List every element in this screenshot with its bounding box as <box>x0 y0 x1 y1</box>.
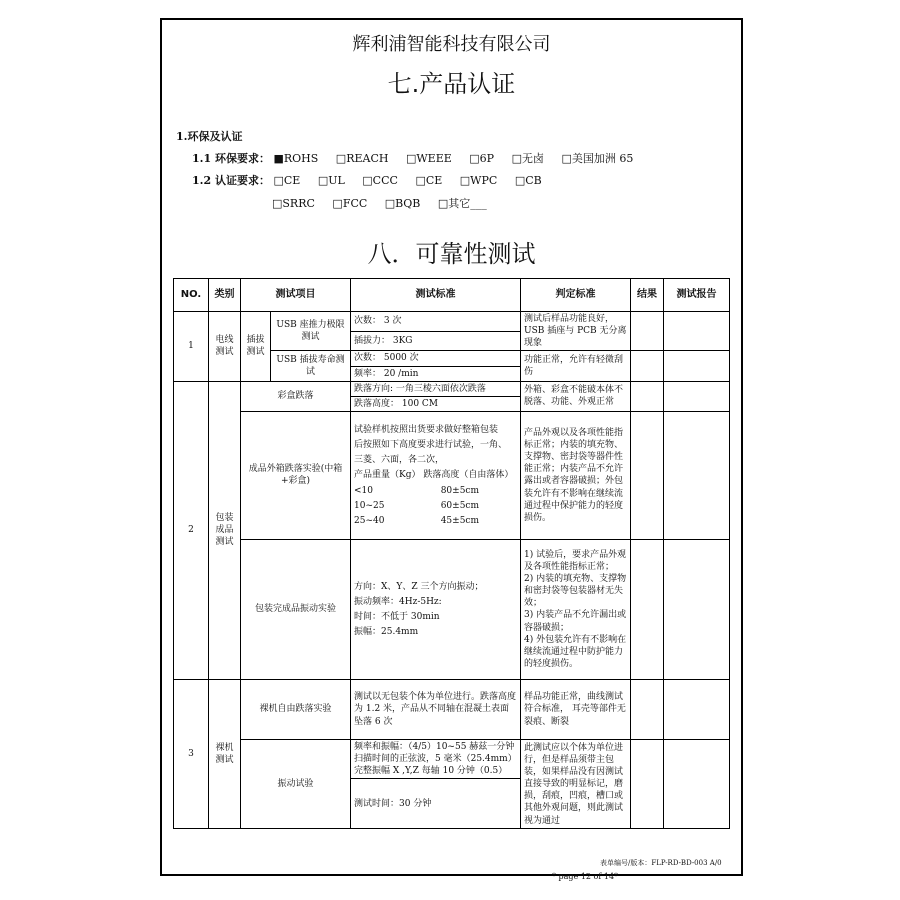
weight-range: 25~40 <box>354 515 385 526</box>
cell-subcategory: 插拔测试 <box>241 312 271 382</box>
env-option[interactable]: □美国加洲 65 <box>561 152 634 165</box>
cell-report[interactable] <box>664 411 730 539</box>
cell-judgement: 此测试应以个体为单位进行，但是样品须带主包装，如果样品没有因测试直接导致的明显标记，磨损，刮痕，凹痕，槽口或其他外观问题，则此测试视为通过 <box>521 739 631 828</box>
standard-line: 产品重量（Kg） 跌落高度（自由落体） <box>354 470 514 481</box>
standard-line: 三菱、六面，各二次， <box>354 455 445 466</box>
cell-test-item: USB 座推力极限测试 <box>271 312 351 351</box>
cert-option[interactable]: □CE <box>273 174 301 187</box>
cert-option[interactable]: □BQB <box>384 197 421 210</box>
cell-test-item: 成品外箱跌落实验(中箱+彩盒) <box>241 411 351 539</box>
cell-standard: 跌落方向: 一角三棱六面依次跌落 <box>351 381 521 396</box>
cell-judgement: 样品功能正常，曲线测试符合标准， 耳壳等部件无裂痕、断裂 <box>521 679 631 739</box>
table-header-row <box>174 279 730 312</box>
cell-no: 1 <box>174 312 209 382</box>
standard-line: 振幅：25.4mm <box>354 627 419 638</box>
header-category: 类别 <box>209 279 241 312</box>
cert-option[interactable]: □CE <box>415 174 443 187</box>
cell-standard: 频率和振幅：（4/5）10~55 赫兹一分钟扫描时间的正弦波，5 毫米（25.4mm）完整振幅 X ,Y,Z 每轴 10 分钟（0.5） <box>351 739 521 778</box>
table-row <box>174 411 730 539</box>
cell-test-item: 彩盒跌落 <box>241 381 351 411</box>
cell-standard <box>351 411 521 539</box>
page-number: * page 12 of 14* <box>552 872 619 881</box>
cell-standard: 次数： 3 次 <box>351 312 521 332</box>
cell-test-item: USB 插拔寿命测试 <box>271 351 351 381</box>
cell-result[interactable] <box>631 739 664 828</box>
cell-judgement: 功能正常，允许有轻微刮伤 <box>521 351 631 381</box>
weight-height-row <box>354 515 479 527</box>
table-row <box>174 679 730 739</box>
cert-option[interactable]: □UL <box>317 174 345 187</box>
weight-height-row <box>354 485 479 497</box>
cell-result[interactable] <box>631 539 664 679</box>
cert-requirement-line <box>192 172 556 188</box>
cell-standard: 跌落高度： 100 CM <box>351 396 521 411</box>
weight-range: 10~25 <box>354 500 385 511</box>
cell-judgement: 外箱、彩盒不能破本体不脱落、功能、外观正常 <box>521 381 631 411</box>
cell-test-item: 振动试验 <box>241 739 351 828</box>
cert-requirement-line-2 <box>272 195 501 211</box>
cert-requirement-label: 1.2 认证要求： <box>192 174 270 187</box>
cell-test-item: 裸机自由跌落实验 <box>241 679 351 739</box>
subsection-title-env-cert: 1.环保及认证 <box>176 130 243 143</box>
section-heading-certification: 七.产品认证 <box>387 70 516 98</box>
cert-option[interactable]: □其它___ <box>437 197 487 210</box>
standard-line: 振动频率：4Hz-5Hz: <box>354 596 442 607</box>
cell-category: 裸机测试 <box>209 679 241 828</box>
cert-option[interactable]: □WPC <box>459 174 498 187</box>
header-report: 测试报告 <box>664 279 730 312</box>
cell-report[interactable] <box>664 312 730 351</box>
cert-option[interactable]: □SRRC <box>272 197 315 210</box>
cell-result[interactable] <box>631 411 664 539</box>
env-option[interactable]: □6P <box>469 152 495 165</box>
cert-option[interactable]: □CB <box>514 174 542 187</box>
cell-standard: 测试以无包装个体为单位进行。跌落高度为 1.2 米，产品从不同轴在混凝土表面坠落 6 次 <box>351 679 521 739</box>
env-option[interactable]: □REACH <box>335 152 389 165</box>
cell-judgement: 产品外观以及各项性能指标正常；内装的填充物、支撑物、密封袋等器件性能正常；内装产品不允许露出或者容器破损；外包装允许有不影响在继续流通过程中保护能力的轻度损伤。 <box>521 411 631 539</box>
cell-report[interactable] <box>664 351 730 381</box>
company-name: 辉利浦智能科技有限公司 <box>352 34 551 55</box>
cell-result[interactable] <box>631 312 664 351</box>
document-page <box>160 18 743 881</box>
cell-standard <box>351 539 521 679</box>
header-no: NO. <box>174 279 209 312</box>
env-option[interactable]: □无卤 <box>511 152 544 165</box>
section-heading-reliability: 八．可靠性测试 <box>367 240 536 268</box>
cell-category: 电线测试 <box>209 312 241 382</box>
cert-option[interactable]: □CCC <box>362 174 398 187</box>
drop-height: 60±5cm <box>440 500 479 511</box>
cell-report[interactable] <box>664 539 730 679</box>
cell-category: 包装成品测试 <box>209 381 241 679</box>
drop-height: 80±5cm <box>440 485 479 496</box>
header-test-item: 测试项目 <box>241 279 351 312</box>
env-option[interactable]: ■ROHS <box>273 152 319 165</box>
cell-standard: 次数： 5000 次 <box>351 351 521 366</box>
env-option[interactable]: □WEEE <box>405 152 452 165</box>
reliability-test-table <box>173 278 730 829</box>
cell-report[interactable] <box>664 381 730 411</box>
cell-judgement: 测试后样品功能良好，USB 插座与 PCB 无分离现象 <box>521 312 631 351</box>
table-row <box>174 381 730 396</box>
cell-standard: 插拔力： 3KG <box>351 331 521 351</box>
cell-no: 3 <box>174 679 209 828</box>
standard-line: 方向：X、Y、Z 三个方向振动； <box>354 581 484 592</box>
table-row <box>174 739 730 778</box>
standard-line: 时间：不低于 30min <box>354 611 440 622</box>
form-code: 表单编号/版本：FLP-RD-BD-003 A/0 <box>600 859 722 867</box>
table-row <box>174 312 730 332</box>
cell-no: 2 <box>174 381 209 679</box>
env-requirement-line <box>192 150 647 166</box>
table-row <box>174 539 730 679</box>
cell-result[interactable] <box>631 679 664 739</box>
cert-option[interactable]: □FCC <box>332 197 368 210</box>
cell-report[interactable] <box>664 679 730 739</box>
cell-standard: 测试时间：30 分钟 <box>351 779 521 829</box>
standard-line: 后按照如下高度要求进行试验，一角、 <box>354 440 508 451</box>
cell-report[interactable] <box>664 739 730 828</box>
header-test-standard: 测试标准 <box>351 279 521 312</box>
header-judgement: 判定标准 <box>521 279 631 312</box>
env-requirement-label: 1.1 环保要求： <box>192 152 270 165</box>
weight-height-row <box>354 500 479 512</box>
cell-standard: 频率： 20 /min <box>351 366 521 381</box>
standard-line: 试验样机按照出货要求做好整箱包装 <box>354 424 499 435</box>
cell-result[interactable] <box>631 351 664 381</box>
cell-test-item: 包装完成品振动实验 <box>241 539 351 679</box>
cell-result[interactable] <box>631 381 664 411</box>
drop-height: 45±5cm <box>440 515 479 526</box>
cell-judgement: 1) 试验后，要求产品外观及各项性能指标正常； 2) 内装的填充物、支撑物和密封袋等包装器材无失效； 3) 内装产品不允许漏出或容器破损； 4) 外包装允许有不影响在继续流通过程中防护能力的轻度损伤。 <box>521 539 631 679</box>
weight-range: <10 <box>354 485 373 496</box>
header-result: 结果 <box>631 279 664 312</box>
